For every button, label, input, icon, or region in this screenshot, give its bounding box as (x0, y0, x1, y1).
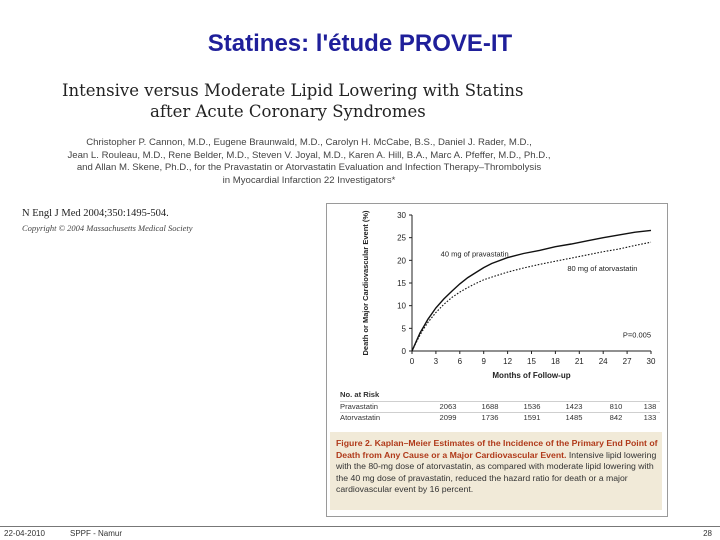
y-tick-label: 25 (397, 233, 406, 243)
paper-authors (14, 137, 604, 187)
risk-row-label: Atorvastatin (340, 413, 381, 422)
y-tick-label: 30 (397, 211, 406, 220)
authors-line: Jean L. Rouleau, M.D., Rene Belder, M.D., Steven V. Joyal, M.D., Karen A. Hill, B.A., Marc A. Pfeffer, M.D., Ph.D., (67, 149, 551, 161)
p-value-annotation: P=0.005 (622, 330, 651, 340)
journal-citation: N Engl J Med 2004;350:1495-504. (22, 208, 169, 219)
copyright-notice: Copyright © 2004 Massachusetts Medical Society (22, 223, 193, 233)
risk-cell: 138 (643, 402, 657, 411)
risk-cell: 133 (643, 413, 657, 422)
y-tick-label: 0 (401, 347, 406, 356)
risk-cell: 1688 (481, 402, 499, 411)
caption-label: Figure 2. (336, 438, 373, 448)
risk-cell: 1423 (565, 402, 583, 411)
series-label-atorvastatin: 80 mg of atorvastatin (567, 264, 638, 274)
x-tick-label: 3 (433, 357, 439, 366)
y-tick-label: 20 (397, 256, 406, 266)
figure-caption-box (330, 432, 662, 510)
paper-title-line1: Intensive versus Moderate Lipid Lowering with Statins (62, 81, 524, 100)
risk-table-title: No. at Risk (340, 390, 380, 399)
kaplan-meier-chart (326, 203, 666, 393)
risk-cell: 1485 (565, 413, 583, 422)
risk-cell: 2063 (439, 402, 457, 411)
y-tick-label: 15 (397, 279, 406, 288)
series-label-pravastatin: 40 mg of pravastatin (440, 249, 509, 259)
x-axis-label: Months of Follow-up (492, 371, 571, 380)
risk-cell: 1536 (523, 402, 541, 411)
y-tick-label: 10 (397, 301, 406, 311)
risk-cell: 2099 (439, 413, 457, 422)
authors-line: and Allan M. Skene, Ph.D., for the Pravastatin or Atorvastatin Evaluation and Infection Therapy–Thrombolysis (76, 162, 542, 174)
x-tick-label: 15 (527, 357, 536, 366)
x-tick-label: 18 (550, 357, 560, 366)
x-tick-label: 30 (646, 357, 656, 366)
x-tick-label: 24 (598, 357, 608, 366)
caption-body: Intensive lipid lowering with the 80-mg dose of atorvastatin, as compared with moderate lipid lowering with the 40 mg dose of pravastatin, reduced the hazard ratio for death or a major cardiovascular event by 16 percent. (336, 449, 657, 495)
x-tick-label: 6 (457, 357, 463, 366)
y-axis-label: Death or Major Cardiovascular Event (%) (361, 210, 370, 356)
authors-line: in Myocardial Infarction 22 Investigators* (222, 174, 396, 186)
risk-table (340, 390, 660, 423)
x-tick-label: 12 (503, 357, 513, 366)
paper-title (62, 80, 532, 122)
risk-row-pravastatin (340, 401, 660, 412)
risk-row-label: Pravastatin (340, 402, 378, 411)
risk-cell: 1736 (481, 413, 499, 422)
slide-title: Statines: l'étude PROVE-IT (207, 30, 513, 57)
footer-date: 22-04-2010 (4, 529, 45, 538)
footer-divider (0, 526, 720, 527)
authors-line: Christopher P. Cannon, M.D., Eugene Braunwald, M.D., Carolyn H. McCabe, B.S., Daniel J. Rader, M.D., (86, 137, 532, 148)
paper-title-line2: after Acute Coronary Syndromes (150, 102, 426, 121)
risk-cell: 1591 (523, 413, 541, 422)
series-line-pravastatin (412, 230, 651, 351)
risk-row-atorvastatin (340, 412, 660, 423)
risk-cell: 810 (609, 402, 623, 411)
footer-text: SPPF - Namur (70, 529, 123, 538)
x-tick-label: 0 (409, 357, 415, 366)
x-tick-label: 21 (574, 357, 584, 366)
page-number: 28 (703, 529, 712, 538)
x-tick-label: 27 (622, 357, 632, 366)
y-tick-label: 5 (401, 324, 406, 334)
risk-cell: 842 (609, 413, 623, 422)
figure-caption (336, 438, 658, 496)
x-tick-label: 9 (481, 357, 486, 366)
caption-title: Kaplan–Meier Estimates of the Incidence of the Primary End Point of Death from Any Cause or a Major Cardiovascular Event. (336, 438, 658, 460)
